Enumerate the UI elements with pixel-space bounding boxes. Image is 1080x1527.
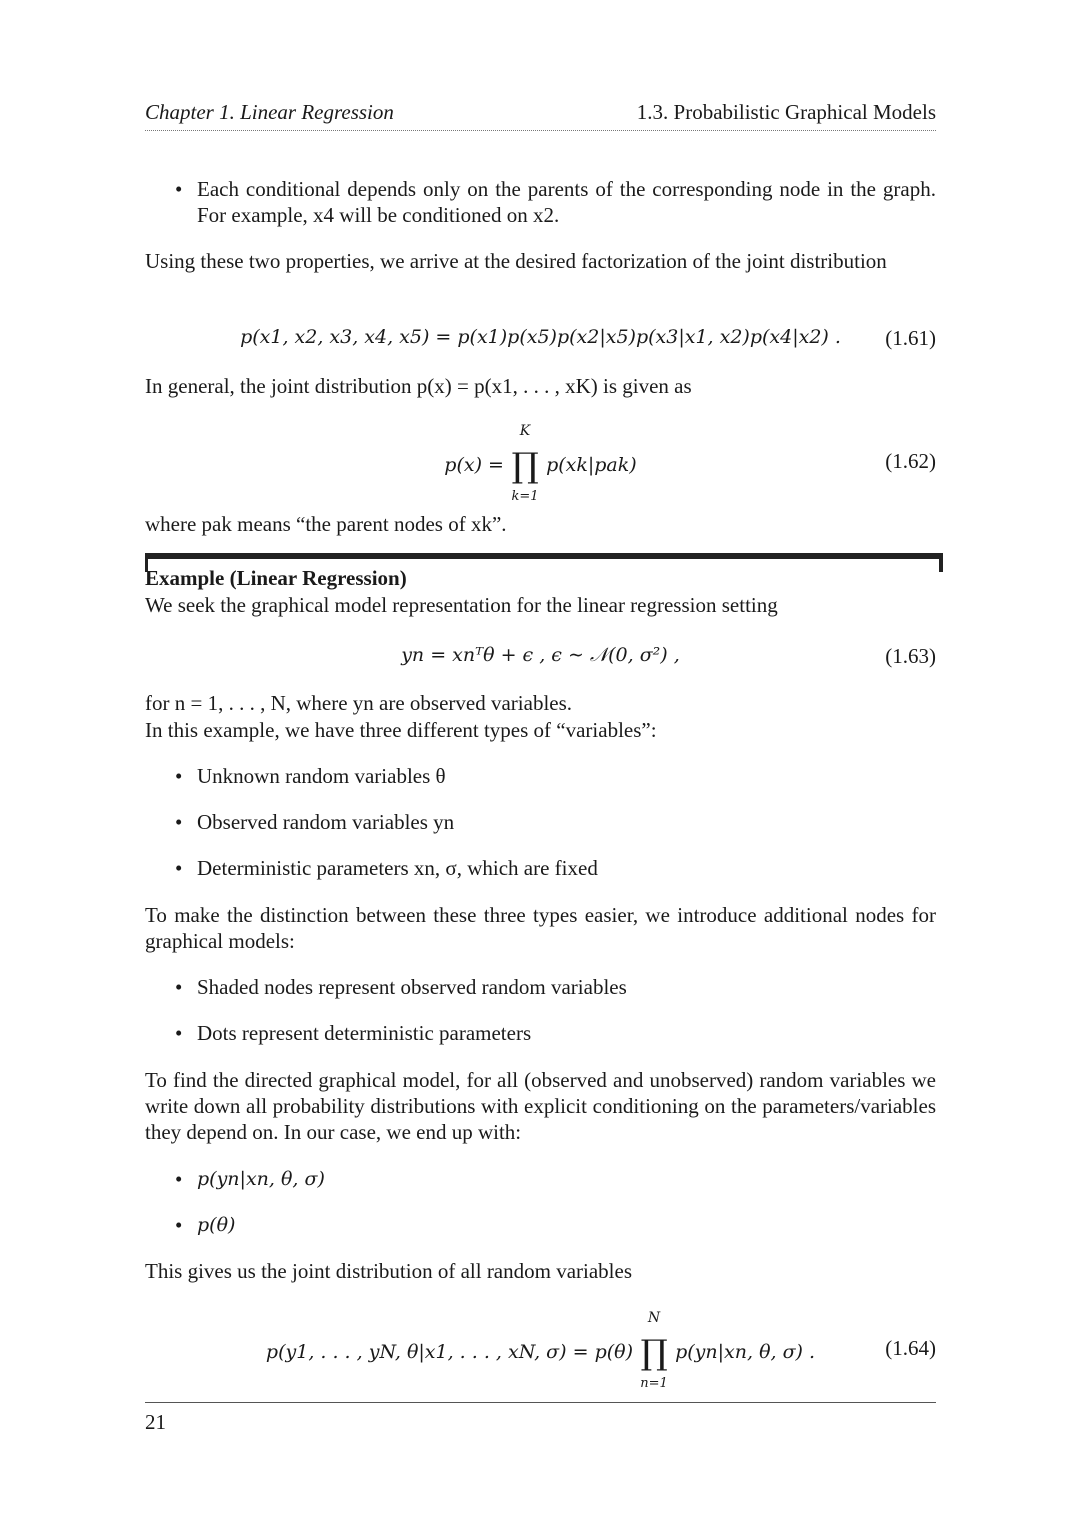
equation-1-61 xyxy=(145,318,936,358)
product-upper-limit: N xyxy=(647,1310,661,1326)
eq-rhs: p(yn|xn, θ, σ) . xyxy=(675,1341,816,1363)
distribution-item: p(θ) xyxy=(197,1214,236,1236)
equation-1-63 xyxy=(145,636,936,676)
bullet-icon: • xyxy=(175,177,183,201)
equation-number: (1.64) xyxy=(885,1336,936,1360)
distinction-para: To make the distinction between these three types easier, we introduce additional nodes for graphical models: xyxy=(145,903,936,953)
joint-line: This gives us the joint distribution of all random variables xyxy=(145,1259,633,1283)
bullet-icon: • xyxy=(175,856,183,880)
equation-1-64 xyxy=(145,1310,936,1391)
node-type-item: Shaded nodes represent observed random variables xyxy=(197,975,627,999)
bullet-icon: • xyxy=(175,810,183,834)
example-title: Example (Linear Regression) xyxy=(145,566,407,590)
types-line: In this example, we have three different types of “variables”: xyxy=(145,718,657,742)
equation-number: (1.62) xyxy=(885,449,936,473)
bullet-icon: • xyxy=(175,764,183,788)
equation-body: p(x1, x2, x3, x4, x5) = p(x1)p(x5)p(x2|x5)p(x3|x1, x2)p(x4|x2) . xyxy=(240,326,841,348)
equation-body xyxy=(145,423,936,504)
for-line: for n = 1, . . . , N, where yn are observed variables. xyxy=(145,691,573,715)
product-icon: ∏ xyxy=(640,1333,668,1373)
product-upper-limit: K xyxy=(519,423,531,439)
product-icon: ∏ xyxy=(511,446,539,486)
chapter-title: Chapter 1. Linear Regression xyxy=(145,100,394,124)
type-item: Observed random variables yn xyxy=(197,810,455,834)
product-operator xyxy=(510,423,540,504)
example-intro: We seek the graphical model representation for the linear regression setting xyxy=(145,593,778,617)
para-using: Using these two properties, we arrive at the desired factorization of the joint distribution xyxy=(145,249,887,273)
intro-bullet-text: Each conditional depends only on the parents of the corresponding node in the graph. For example, x4 will be conditioned on x2. xyxy=(197,177,936,227)
eq-lhs: p(y1, . . . , yN, θ|x1, . . . , xN, σ) = p(θ) xyxy=(265,1341,633,1363)
footer-rule xyxy=(145,1402,936,1403)
para-where: where pak means “the parent nodes of xk”. xyxy=(145,512,507,536)
type-item: Unknown random variables θ xyxy=(197,764,446,788)
bullet-icon: • xyxy=(175,1021,183,1045)
bullet-icon: • xyxy=(175,1167,183,1191)
node-type-item: Dots represent deterministic parameters xyxy=(197,1021,532,1045)
equation-body xyxy=(145,1310,936,1391)
type-item: Deterministic parameters xn, σ, which are fixed xyxy=(197,856,598,880)
product-operator xyxy=(639,1310,669,1391)
page xyxy=(145,96,936,1516)
section-title: 1.3. Probabilistic Graphical Models xyxy=(636,100,936,124)
equation-body: yn = xnᵀθ + ϵ , ϵ ∼ 𝒩(0, σ²) , xyxy=(401,644,680,666)
equation-number: (1.63) xyxy=(885,644,936,668)
equation-1-62 xyxy=(145,423,936,504)
product-lower-limit: n=1 xyxy=(640,1376,668,1391)
example-rule-tick xyxy=(939,556,943,572)
page-number: 21 xyxy=(145,1410,166,1434)
bullet-icon: • xyxy=(175,975,183,999)
distribution-item: p(yn|xn, θ, σ) xyxy=(197,1168,325,1190)
eq-rhs: p(xk|pak) xyxy=(546,454,637,476)
bullet-icon: • xyxy=(175,1213,183,1237)
directed-para: To find the directed graphical model, for all (observed and unobserved) random variables we write down all probability distributions with explicit conditioning on the parameters/variables they depend on. In our case, we end up with: xyxy=(145,1068,936,1144)
product-lower-limit: k=1 xyxy=(511,489,539,504)
running-header xyxy=(145,100,936,131)
para-general: In general, the joint distribution p(x) = p(x1, . . . , xK) is given as xyxy=(145,374,692,398)
example-rule xyxy=(145,553,943,559)
equation-number: (1.61) xyxy=(885,326,936,350)
eq-lhs: p(x) = xyxy=(444,454,504,476)
